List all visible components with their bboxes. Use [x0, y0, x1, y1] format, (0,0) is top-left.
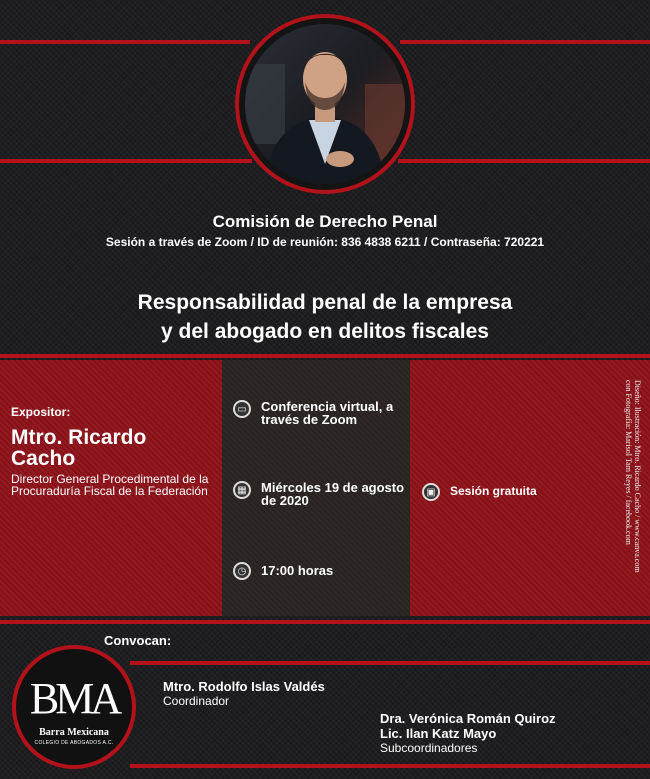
- speaker-photo-frame: [235, 14, 415, 194]
- footer-line-bottom: [130, 764, 650, 768]
- format-text: Conferencia virtual, a través de Zoom: [261, 399, 394, 427]
- calendar-icon: ▦: [233, 481, 251, 499]
- barra-mexicana-logo: [12, 645, 136, 769]
- cost-info: [422, 483, 572, 501]
- coordinator-role: Coordinador: [163, 694, 230, 708]
- ticket-icon: ▣: [422, 483, 440, 501]
- coordinator-name: Mtro. Rodolfo Islas Valdés: [163, 679, 325, 694]
- speaker-role: Director General Procedimental de la Procuraduría Fiscal de la Federación: [11, 472, 209, 498]
- clock-icon: ◷: [233, 562, 251, 580]
- monitor-icon: ▭: [233, 400, 251, 418]
- band-bottom-line: [0, 620, 650, 624]
- logo-name: Barra Mexicana: [39, 727, 109, 738]
- time-text: 17:00 horas: [261, 563, 334, 578]
- cost-text: Sesión gratuita: [450, 484, 537, 498]
- credit-line-2: con Fotografía: Marisol Tam Reyes / facebook.com: [624, 380, 633, 545]
- commission-title: Comisión de Derecho Penal: [212, 212, 438, 231]
- subcoordinator-role: Subcoordinadores: [380, 741, 478, 755]
- topic-line-1: Responsabilidad penal de la empresa: [137, 291, 513, 314]
- topic-line-2: y del abogado en delitos fiscales: [161, 320, 489, 343]
- band-top-line: [0, 354, 650, 358]
- conference-topic: [0, 288, 650, 346]
- photo-credit-text: [624, 380, 642, 573]
- footer-line-top: [130, 661, 650, 665]
- convocan-label: Convocan:: [104, 633, 172, 648]
- speaker-label: Expositor:: [11, 405, 71, 419]
- format-info: [233, 400, 408, 426]
- speaker-portrait: [245, 24, 405, 184]
- date-info: [233, 481, 408, 507]
- logo-mark: BMA: [29, 674, 119, 723]
- speaker-name: Mtro. Ricardo Cacho: [11, 426, 147, 470]
- time-info: [233, 562, 408, 580]
- mid-line-left: [0, 159, 252, 163]
- logo-subtitle: COLEGIO DE ABOGADOS A.C.: [34, 740, 114, 746]
- date-text: Miércoles 19 de agosto de 2020: [261, 480, 405, 508]
- credit-line-1: Diseño: Ilustración: Mtro. Ricardo Cacho / www.canva.com: [633, 380, 642, 573]
- subcoordinator-1-name: Dra. Verónica Román Quiroz: [380, 711, 556, 726]
- mid-line-right: [398, 159, 650, 163]
- subcoordinator-2-name: Lic. Ilan Katz Mayo: [380, 726, 497, 741]
- zoom-session-info: Sesión a través de Zoom / ID de reunión: 836 4838 6211 / Contraseña: 720221: [105, 235, 545, 249]
- top-line-left: [0, 40, 250, 44]
- top-line-right: [400, 40, 650, 44]
- photo-credit: [624, 380, 650, 610]
